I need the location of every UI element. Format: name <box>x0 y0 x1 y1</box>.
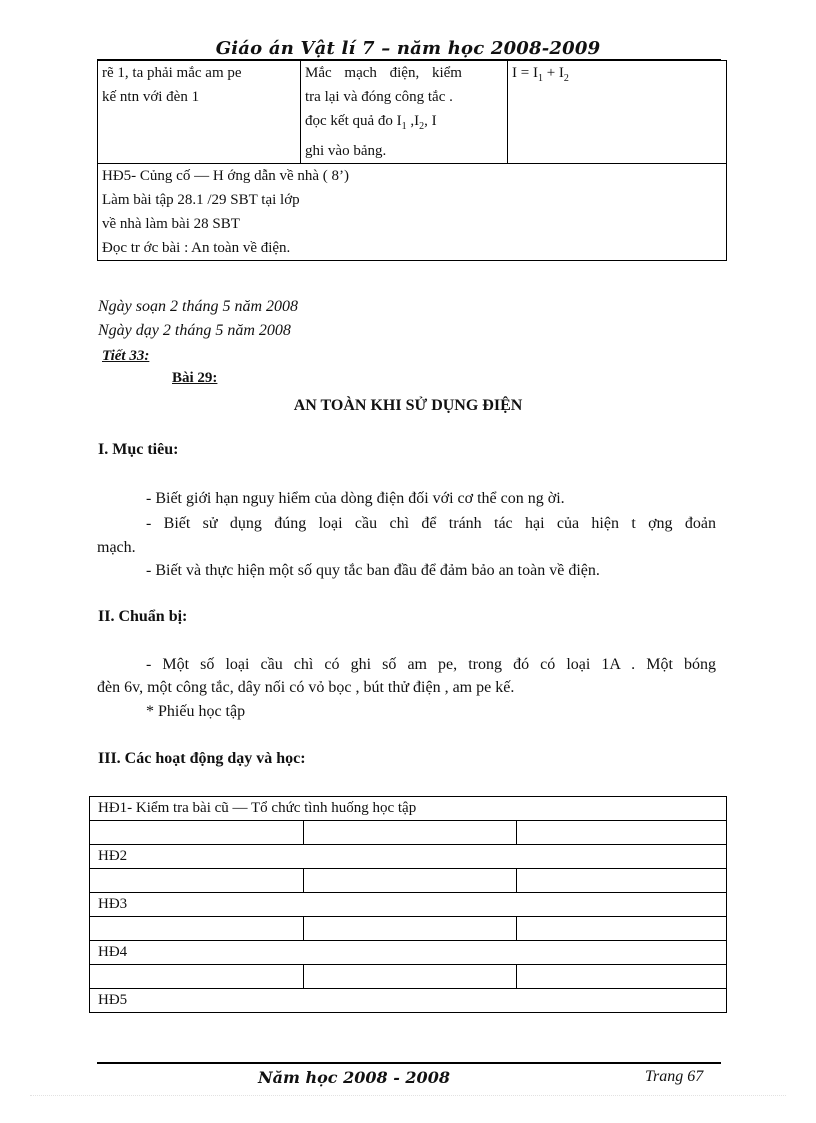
empty-cell <box>304 821 517 845</box>
table-row <box>90 965 727 989</box>
footer-school-year: Năm học 2008 - 2008 <box>258 1068 450 1087</box>
formula-text: $I = I_1 + I_2$ <box>512 65 569 84</box>
objective-item-continued: mạch. <box>97 539 136 556</box>
activity-header-cell: HĐ2 <box>90 845 727 869</box>
period-label: Tiết 33: <box>102 348 150 364</box>
preparation-heading: II. Chuẩn bị: <box>98 608 188 625</box>
empty-cell <box>90 965 304 989</box>
teaching-date: Ngày dạy 2 tháng 5 năm 2008 <box>98 322 291 339</box>
preparation-line: - Một số loại cầu chì có ghi số am pe, trong đó có loại 1A . Một bóng <box>146 656 716 673</box>
empty-cell <box>517 917 727 941</box>
student-activity-cell <box>301 61 508 164</box>
lesson-title: AN TOÀN KHI SỬ DỤNG ĐIỆN <box>293 397 523 414</box>
hd5-cell <box>98 164 727 261</box>
activities-heading: III. Các hoạt động dạy và học: <box>98 750 306 767</box>
table-row <box>90 797 727 821</box>
empty-cell <box>517 965 727 989</box>
cell-line: Đọc tr ớc bài : An toàn về điện. <box>102 240 291 256</box>
cell-line: HĐ5- Củng cố — H ớng dẫn về nhà ( 8’) <box>102 168 350 184</box>
footer-page-number: Trang 67 <box>645 1068 704 1085</box>
previous-lesson-table <box>97 60 727 261</box>
teacher-question-cell <box>98 61 301 164</box>
cell-line: ghi vào bảng. <box>305 143 387 159</box>
objective-item: - Biết sử dụng đúng loại cầu chì để tránh tác hại của hiện t ợng đoản <box>146 515 716 532</box>
empty-cell <box>517 821 727 845</box>
preparation-line: đèn 6v, một công tắc, dây nối có vỏ bọc , bút thử điện , am pe kế. <box>97 679 515 696</box>
activity-header-cell: HĐ5 <box>90 989 727 1013</box>
activities-table <box>89 796 727 1013</box>
lesson-number: Bài 29: <box>172 370 218 386</box>
table-row <box>90 869 727 893</box>
activity-header-cell: HĐ4 <box>90 941 727 965</box>
table-row <box>90 845 727 869</box>
cell-line: kế ntn với đèn 1 <box>102 89 200 105</box>
table-row <box>98 61 727 164</box>
empty-cell <box>517 869 727 893</box>
empty-cell <box>304 965 517 989</box>
page-header-title: Giáo án Vật lí 7 – năm học 2008-2009 <box>215 38 601 59</box>
cell-line: về nhà làm bài 28 SBT <box>102 216 240 232</box>
cell-line: rẽ 1, ta phải mắc am pe <box>102 65 242 81</box>
cell-line: đọc kết quả đo $I_1$ $,I_2$, I <box>305 113 437 132</box>
footer-divider <box>97 1062 721 1064</box>
objective-item: - Biết giới hạn nguy hiểm của dòng điện đối với cơ thể con ng ời. <box>146 490 565 507</box>
table-row <box>90 821 727 845</box>
table-row <box>90 989 727 1013</box>
formula-cell <box>508 61 727 164</box>
activity-header-cell: HĐ3 <box>90 893 727 917</box>
table-row <box>98 164 727 261</box>
empty-cell <box>90 917 304 941</box>
cell-line: Làm bài tập 28.1 /29 SBT tại lớp <box>102 192 300 208</box>
preparation-line: * Phiếu học tập <box>146 703 246 720</box>
empty-cell <box>304 917 517 941</box>
page-edge-divider <box>30 1095 786 1096</box>
objectives-heading: I. Mục tiêu: <box>98 441 179 458</box>
empty-cell <box>90 821 304 845</box>
preparation-date: Ngày soạn 2 tháng 5 năm 2008 <box>98 298 298 315</box>
cell-line: Mắc mạch điện, kiểm <box>305 65 462 81</box>
table-row <box>90 893 727 917</box>
table-row <box>90 941 727 965</box>
table-row <box>90 917 727 941</box>
activity-header-cell: HĐ1- Kiểm tra bài cũ — Tổ chức tình huống học tập <box>90 797 727 821</box>
empty-cell <box>90 869 304 893</box>
objective-item: - Biết và thực hiện một số quy tắc ban đầu để đảm bảo an toàn về điện. <box>146 562 600 579</box>
cell-line: tra lại và đóng công tắc . <box>305 89 453 105</box>
empty-cell <box>304 869 517 893</box>
